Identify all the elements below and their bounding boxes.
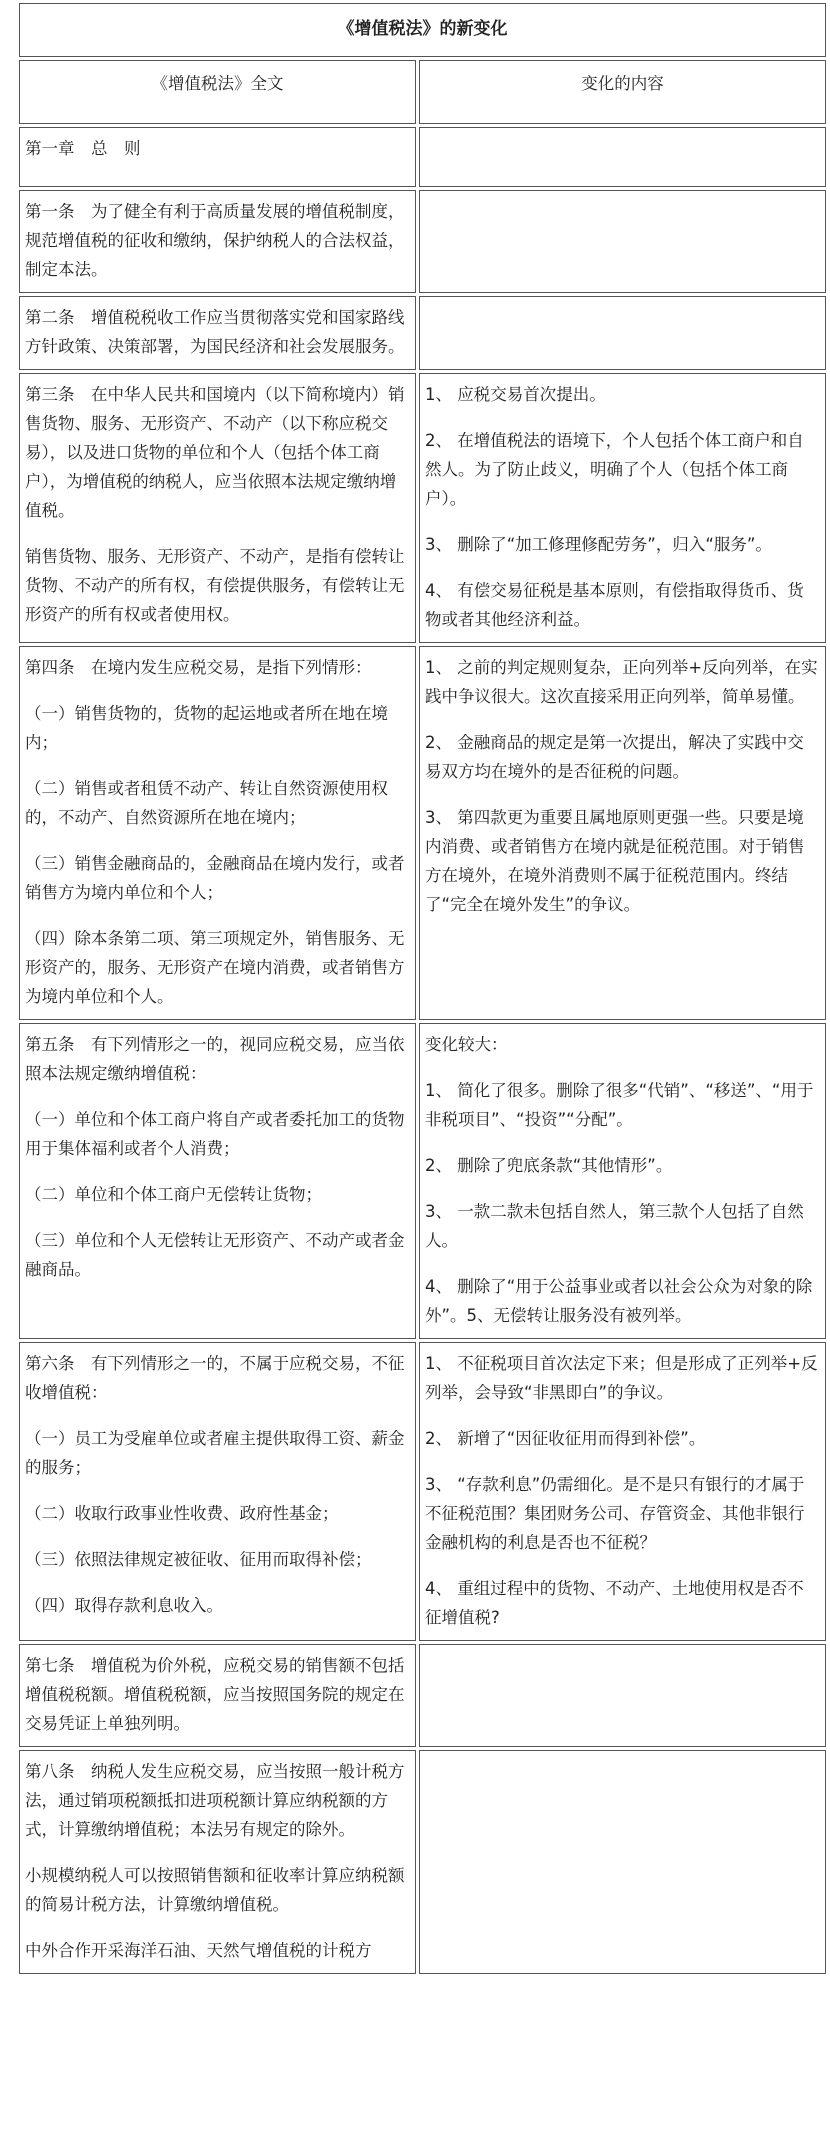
law-paragraph: 第七条 增值税为价外税，应税交易的销售额不包括增值税税额。增值税税额，应当按照国务院的规定在交易凭证上单独列明。 bbox=[25, 1656, 405, 1733]
change-paragraph: 2、 在增值税法的语境下，个人包括个体工商户和自然人。为了防止歧义，明确了个人（包括个体工商户）。 bbox=[425, 431, 804, 508]
change-paragraph: 1、 不征税项目首次法定下来；但是形成了正列举+反列举，会导致“非黑即白”的争议。 bbox=[425, 1354, 818, 1402]
law-paragraph: （四）除本条第二项、第三项规定外，销售服务、无形资产的，服务、无形资产在境内消费，或者销售方为境内单位和个人。 bbox=[25, 929, 405, 1006]
changes-cell bbox=[419, 296, 826, 370]
changes-cell bbox=[419, 127, 826, 187]
table-row bbox=[19, 1342, 826, 1641]
law-text-cell bbox=[19, 1644, 416, 1747]
change-paragraph: 1、 简化了很多。删除了很多“代销”、“移送”、“用于非税项目”、“投资”“分配”。 bbox=[425, 1081, 814, 1129]
header-law-text: 《增值税法》全文 bbox=[19, 60, 416, 124]
law-paragraph: （三）依照法律规定被征收、征用而取得补偿； bbox=[25, 1550, 372, 1569]
law-paragraph: 销售货物、服务、无形资产、不动产，是指有偿转让货物、不动产的所有权，有偿提供服务，有偿转让无形资产的所有权或者使用权。 bbox=[25, 547, 405, 624]
law-paragraph: 第一章 总 则 bbox=[25, 139, 141, 158]
header-changes: 变化的内容 bbox=[419, 60, 826, 124]
law-text-cell bbox=[19, 1023, 416, 1339]
header-row bbox=[19, 60, 826, 124]
table-row bbox=[19, 127, 826, 187]
change-paragraph: 3、 删除了“加工修理修配劳务”，归入“服务”。 bbox=[425, 535, 772, 554]
table-row bbox=[19, 1023, 826, 1339]
law-paragraph: （一）单位和个体工商户将自产或者委托加工的货物用于集体福利或者个人消费； bbox=[25, 1110, 405, 1158]
law-paragraph: （三）单位和个人无偿转让无形资产、不动产或者金融商品。 bbox=[25, 1231, 405, 1279]
change-paragraph: 4、 删除了“用于公益事业或者以社会公众为对象的除外”。5、无偿转让服务没有被列举。 bbox=[425, 1277, 813, 1325]
change-paragraph: 2、 删除了兜底条款“其他情形”。 bbox=[425, 1156, 673, 1175]
law-paragraph: 第五条 有下列情形之一的，视同应税交易，应当依照本法规定缴纳增值税： bbox=[25, 1035, 405, 1083]
changes-cell bbox=[419, 646, 826, 1020]
changes-cell bbox=[419, 1644, 826, 1747]
changes-cell bbox=[419, 190, 826, 293]
change-paragraph: 1、 之前的判定规则复杂，正向列举+反向列举，在实践中争议很大。这次直接采用正向列举，简单易懂。 bbox=[425, 658, 818, 706]
law-paragraph: 第八条 纳税人发生应税交易，应当按照一般计税方法，通过销项税额抵扣进项税额计算应纳税额的方式，计算缴纳增值税；本法另有规定的除外。 bbox=[25, 1762, 405, 1839]
law-paragraph: （二）销售或者租赁不动产、转让自然资源使用权的，不动产、自然资源所在地在境内； bbox=[25, 779, 388, 827]
change-paragraph: 3、 第四款更为重要且属地原则更强一些。只要是境内消费、或者销售方在境内就是征税范围。对于销售方在境外，在境外消费则不属于征税范围内。终结了“完全在境外发生”的争议。 bbox=[425, 808, 805, 914]
change-paragraph: 3、 “存款利息”仍需细化。是不是只有银行的才属于不征税范围？集团财务公司、存管资金、其他非银行金融机构的利息是否也不征税？ bbox=[425, 1475, 805, 1552]
law-paragraph: 第三条 在中华人民共和国境内（以下简称境内）销售货物、服务、无形资产、不动产（以下称应税交易），以及进口货物的单位和个人（包括个体工商户），为增值税的纳税人，应当依照本法规定缴纳增值税。 bbox=[25, 385, 405, 520]
table-title: 《增值税法》的新变化 bbox=[19, 3, 826, 57]
table-row bbox=[19, 373, 826, 643]
law-paragraph: （一）销售货物的，货物的起运地或者所在地在境内； bbox=[25, 704, 388, 752]
law-text-cell bbox=[19, 190, 416, 293]
law-text-cell bbox=[19, 127, 416, 187]
table-row bbox=[19, 646, 826, 1020]
law-paragraph: 中外合作开采海洋石油、天然气增值税的计税方 bbox=[25, 1941, 372, 1960]
law-paragraph: 小规模纳税人可以按照销售额和征收率计算应纳税额的简易计税方法，计算缴纳增值税。 bbox=[25, 1866, 405, 1914]
law-paragraph: 第二条 增值税税收工作应当贯彻落实党和国家路线方针政策、决策部署，为国民经济和社会发展服务。 bbox=[25, 308, 405, 356]
changes-cell bbox=[419, 1750, 826, 1974]
changes-cell bbox=[419, 1342, 826, 1641]
title-row bbox=[19, 3, 826, 57]
table-row bbox=[19, 190, 826, 293]
law-paragraph: （一）员工为受雇单位或者雇主提供取得工资、薪金的服务； bbox=[25, 1429, 405, 1477]
change-paragraph: 2、 新增了“因征收征用而得到补偿”。 bbox=[425, 1429, 706, 1448]
table-row bbox=[19, 1750, 826, 1974]
change-paragraph: 4、 有偿交易征税是基本原则，有偿指取得货币、货物或者其他经济利益。 bbox=[425, 581, 804, 629]
change-paragraph: 变化较大： bbox=[425, 1035, 508, 1054]
table-row bbox=[19, 296, 826, 370]
law-text-cell bbox=[19, 1750, 416, 1974]
law-text-cell bbox=[19, 296, 416, 370]
law-text-cell bbox=[19, 1342, 416, 1641]
table-row bbox=[19, 1644, 826, 1747]
change-paragraph: 3、 一款二款未包括自然人，第三款个人包括了自然人。 bbox=[425, 1202, 804, 1250]
law-paragraph: 第六条 有下列情形之一的，不属于应税交易，不征收增值税： bbox=[25, 1354, 405, 1402]
law-paragraph: 第四条 在境内发生应税交易，是指下列情形： bbox=[25, 658, 372, 677]
change-paragraph: 2、 金融商品的规定是第一次提出，解决了实践中交易双方均在境外的是否征税的问题。 bbox=[425, 733, 804, 781]
law-text-cell bbox=[19, 646, 416, 1020]
law-paragraph: （二）单位和个体工商户无偿转让货物； bbox=[25, 1185, 322, 1204]
law-text-cell bbox=[19, 373, 416, 643]
changes-cell bbox=[419, 373, 826, 643]
change-paragraph: 4、 重组过程中的货物、不动产、土地使用权是否不征增值税? bbox=[425, 1579, 804, 1627]
law-paragraph: （四）取得存款利息收入。 bbox=[25, 1596, 223, 1615]
law-paragraph: （三）销售金融商品的，金融商品在境内发行，或者销售方为境内单位和个人； bbox=[25, 854, 405, 902]
comparison-table bbox=[16, 0, 829, 1977]
changes-cell bbox=[419, 1023, 826, 1339]
change-paragraph: 1、 应税交易首次提出。 bbox=[425, 385, 606, 404]
law-paragraph: （二）收取行政事业性收费、政府性基金； bbox=[25, 1504, 339, 1523]
law-paragraph: 第一条 为了健全有利于高质量发展的增值税制度，规范增值税的征收和缴纳，保护纳税人的合法权益，制定本法。 bbox=[25, 202, 405, 279]
